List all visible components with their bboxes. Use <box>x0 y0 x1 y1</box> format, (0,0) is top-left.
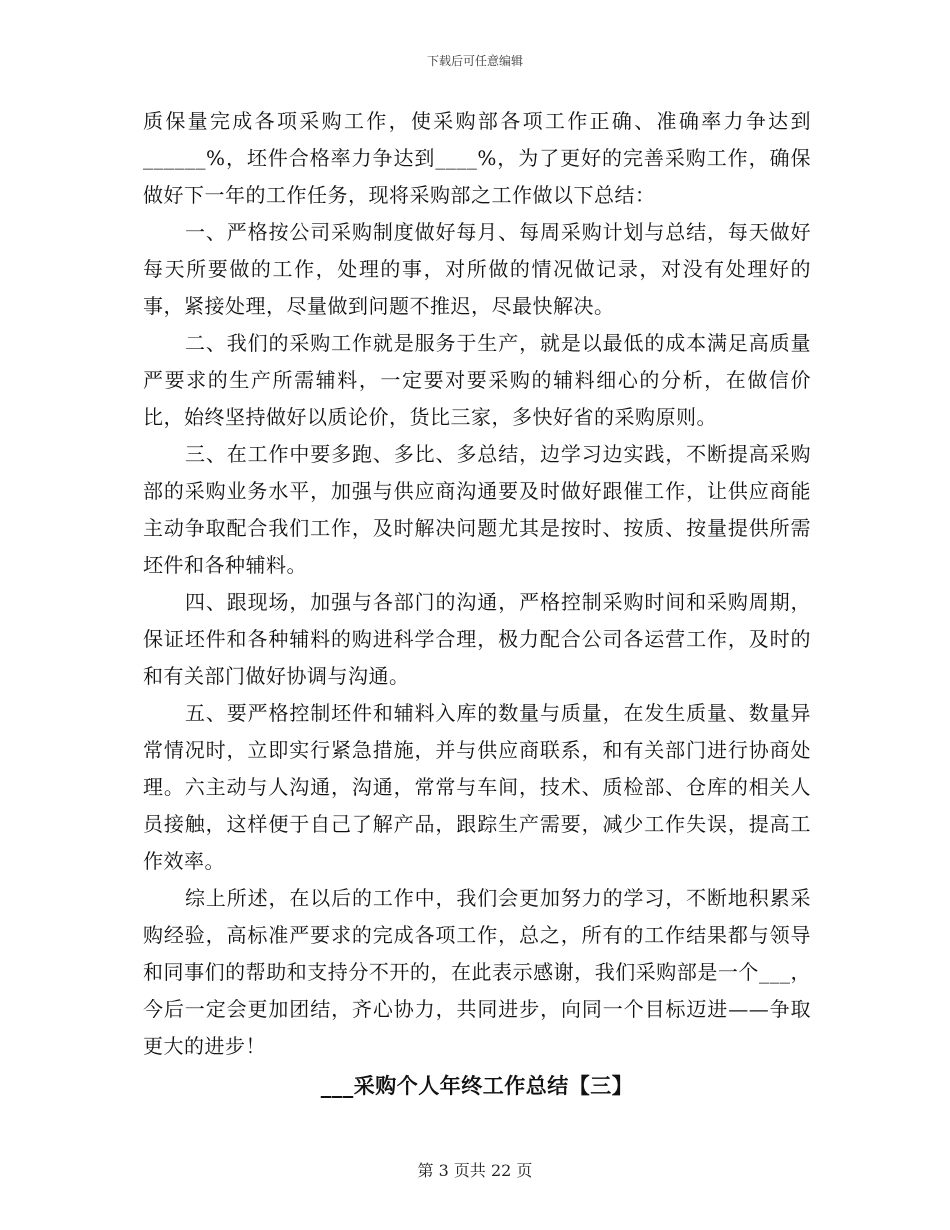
paragraph-item-1: 一、严格按公司采购制度做好每月、每周采购计划与总结，每天做好每天所要做的工作，处理的事，对所做的情况做记录，对没有处理好的事，紧接处理，尽量做到问题不推迟，尽最快解决。 <box>143 220 811 318</box>
section-title: ___采购个人年终工作总结【三】 <box>320 1073 634 1098</box>
paragraph-item-2: 二、我们的采购工作就是服务于生产，就是以最低的成本满足高质量严要求的生产所需辅料，一定要对要采购的辅料细心的分析，在做信价比，始终坚持做好以质论价，货比三家，多快好省的采购原则。 <box>143 331 811 429</box>
page-header: 下载后可任意编辑 <box>426 54 523 68</box>
paragraph-item-3: 三、在工作中要多跑、多比、多总结，边学习边实践，不断提高采购部的采购业务水平，加强与供应商沟通要及时做好跟催工作，让供应商能主动争取配合我们工作，及时解决问题尤其是按时、按质、按量提供所需坯件和各种辅料。 <box>143 442 811 577</box>
paragraph-summary: 综上所述，在以后的工作中，我们会更加努力的学习，不断地积累采购经验，高标准严要求的完成各项工作，总之，所有的工作结果都与领导和同事们的帮助和支持分不开的，在此表示感谢，我们采购部是一个___，今后一定会更加团结，齐心协力，共同进步，向同一个目标迈进——争取更大的进步！ <box>143 886 811 1058</box>
document-body <box>143 103 811 1104</box>
paragraph-item-5: 五、要严格控制坯件和辅料入库的数量与质量，在发生质量、数量异常情况时，立即实行紧急措施，并与供应商联系，和有关部门进行协商处理。六主动与人沟通，沟通，常常与车间，技术、质检部、仓库的相关人员接触，这样便于自己了解产品，跟踪生产需要，减少工作失误，提高工作效率。 <box>143 701 811 873</box>
paragraph-intro: 质保量完成各项采购工作，使采购部各项工作正确、准确率力争达到______%，坯件合格率力争达到____%，为了更好的完善采购工作，确保做好下一年的工作任务，现将采购部之工作做以下总结： <box>143 109 811 207</box>
paragraph-item-4: 四、跟现场，加强与各部门的沟通，严格控制采购时间和采购周期，保证坯件和各种辅料的购进科学合理，极力配合公司各运营工作，及时的和有关部门做好协调与沟通。 <box>143 590 811 688</box>
page-number: 第 3 页共 22 页 <box>417 1161 533 1180</box>
